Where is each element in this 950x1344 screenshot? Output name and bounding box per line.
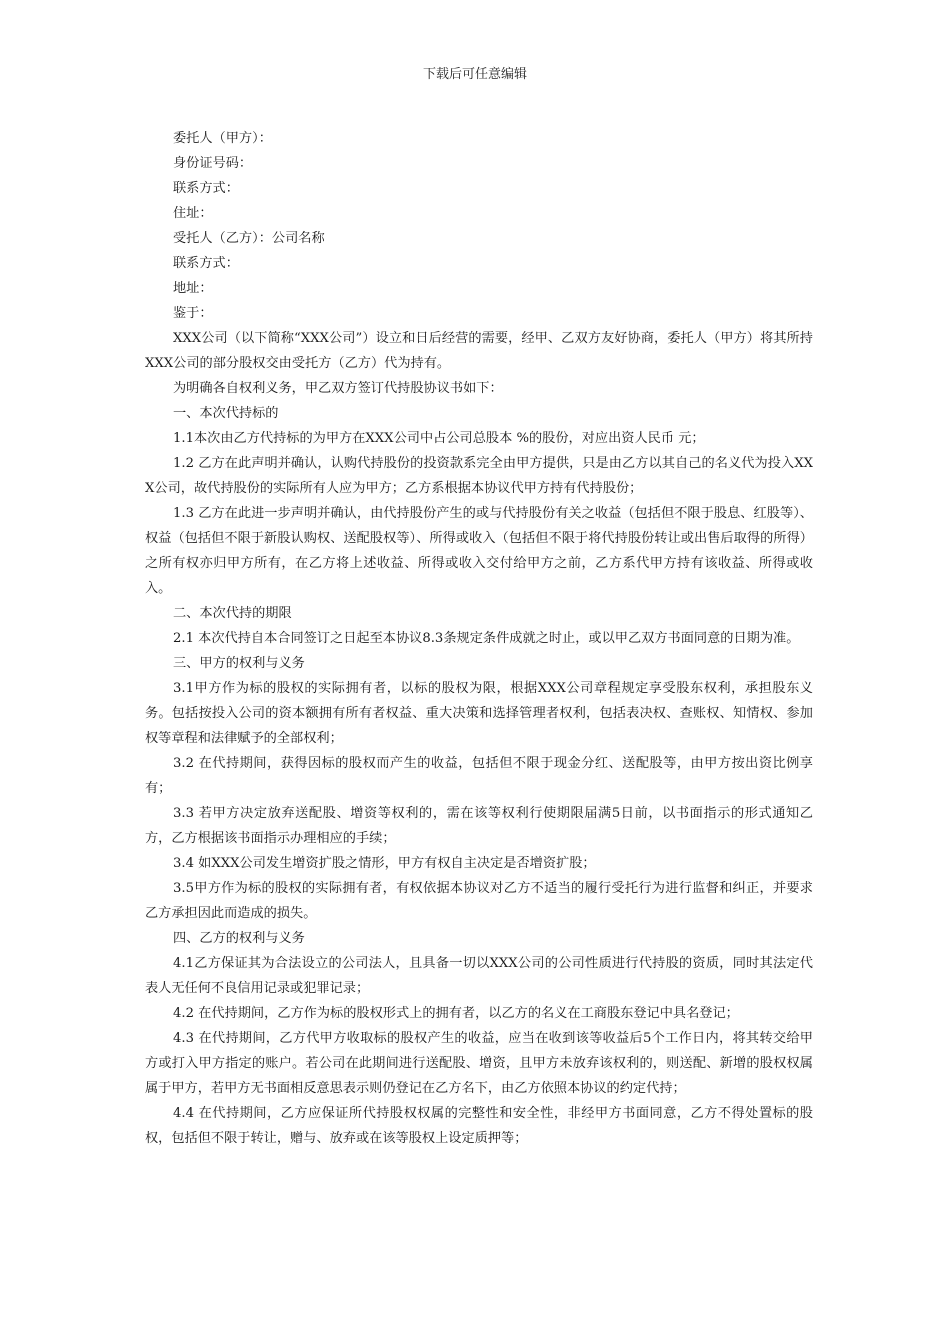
clause-3-4: 3.4 如XXX公司发生增资扩股之情形，甲方有权自主决定是否增资扩股；	[173, 856, 596, 871]
clause-4-4: 4.4 在代持期间，乙方应保证所代持股权权属的完整性和安全性，非经甲方书面同意，乙方不得处置标的股权，包括但不限于转让，赠与、放弃或在该等股权上设定质押等；	[145, 1106, 813, 1146]
section-4-heading: 四、乙方的权利与义务	[173, 931, 305, 946]
clause-3-3: 3.3 若甲方决定放弃送配股、增资等权利的，需在该等权利行使期限届满5日前，以书面指示的形式通知乙方，乙方根据该书面指示办理相应的手续；	[145, 806, 813, 846]
clause-4-2: 4.2 在代持期间，乙方作为标的股权形式上的拥有者，以乙方的名义在工商股东登记中具名登记；	[173, 1006, 739, 1021]
clause-2-1: 2.1 本次代持自本合同签订之日起至本协议8.3条规定条件成就之时止，或以甲乙双方书面同意的日期为准。	[173, 631, 800, 646]
party-b-address-label: 地址：	[173, 281, 213, 296]
clause-4-3: 4.3 在代持期间，乙方代甲方收取标的股权产生的收益，应当在收到该等收益后5个工作日内，将其转交给甲方或打入甲方指定的账户。若公司在此期间进行送配股、增资，且甲方未放弃该权利的，则送配、新增的股权权属属于甲方，若甲方无书面相反意思表示则仍登记在乙方名下，由乙方依照本协议的约定代持；	[145, 1031, 813, 1096]
clause-3-1: 3.1甲方作为标的股权的实际拥有者，以标的股权为限，根据XXX公司章程规定享受股东权利，承担股东义务。包括按投入公司的资本额拥有所有者权益、重大决策和选择管理者权利，包括表决权、查账权、知情权、参加权等章程和法律赋予的全部权利；	[145, 681, 813, 746]
party-a-address-label: 住址：	[173, 206, 213, 221]
clause-1-3: 1.3 乙方在此进一步声明并确认，由代持股份产生的或与代持股份有关之收益（包括但不限于股息、红股等）、权益（包括但不限于新股认购权、送配股权等）、所得或收入（包括但不限于将代持股份转让或出售后取得的所得）之所有权亦归甲方所有，在乙方将上述收益、所得或收入交付给甲方之前，乙方系代甲方持有该收益、所得或收入。	[145, 506, 813, 596]
recital-paragraph: XXX公司（以下简称“XXX公司”）设立和日后经营的需要，经甲、乙双方友好协商，委托人（甲方）将其所持XXX公司的部分股权交由受托方（乙方）代为持有。	[145, 331, 813, 371]
party-b-contact-label: 联系方式：	[173, 256, 239, 271]
id-number-label: 身份证号码：	[173, 156, 253, 171]
clause-1-1: 1.1本次由乙方代持标的为甲方在XXX公司中占公司总股本 %的股份，对应出资人民币 元；	[173, 431, 705, 446]
section-3-heading: 三、甲方的权利与义务	[173, 656, 305, 671]
clause-3-2: 3.2 在代持期间，获得因标的股权而产生的收益，包括但不限于现金分红、送配股等，由甲方按出资比例享有；	[145, 756, 813, 796]
party-a-contact-label: 联系方式：	[173, 181, 239, 196]
party-a-label: 委托人（甲方）：	[173, 131, 272, 146]
clause-1-2: 1.2 乙方在此声明并确认，认购代持股份的投资款系完全由甲方提供，只是由乙方以其自己的名义代为投入XXX公司，故代持股份的实际所有人应为甲方；乙方系根据本协议代甲方持有代持股份；	[145, 456, 813, 496]
intro-paragraph: 为明确各自权利义务，甲乙双方签订代持股协议书如下：	[173, 381, 503, 396]
page-header: 下载后可任意编辑	[422, 67, 527, 82]
section-2-heading: 二、本次代持的期限	[173, 606, 292, 621]
clause-3-5: 3.5甲方作为标的股权的实际拥有者，有权依据本协议对乙方不适当的履行受托行为进行监督和纠正，并要求乙方承担因此而造成的损失。	[145, 881, 813, 921]
document-body	[145, 126, 813, 1151]
party-b-label: 受托人（乙方）：公司名称	[173, 231, 325, 246]
section-1-heading: 一、本次代持标的	[173, 406, 279, 421]
whereas-label: 鉴于：	[173, 306, 213, 321]
clause-4-1: 4.1乙方保证其为合法设立的公司法人，且具备一切以XXX公司的公司性质进行代持股的资质，同时其法定代表人无任何不良信用记录或犯罪记录；	[145, 956, 813, 996]
